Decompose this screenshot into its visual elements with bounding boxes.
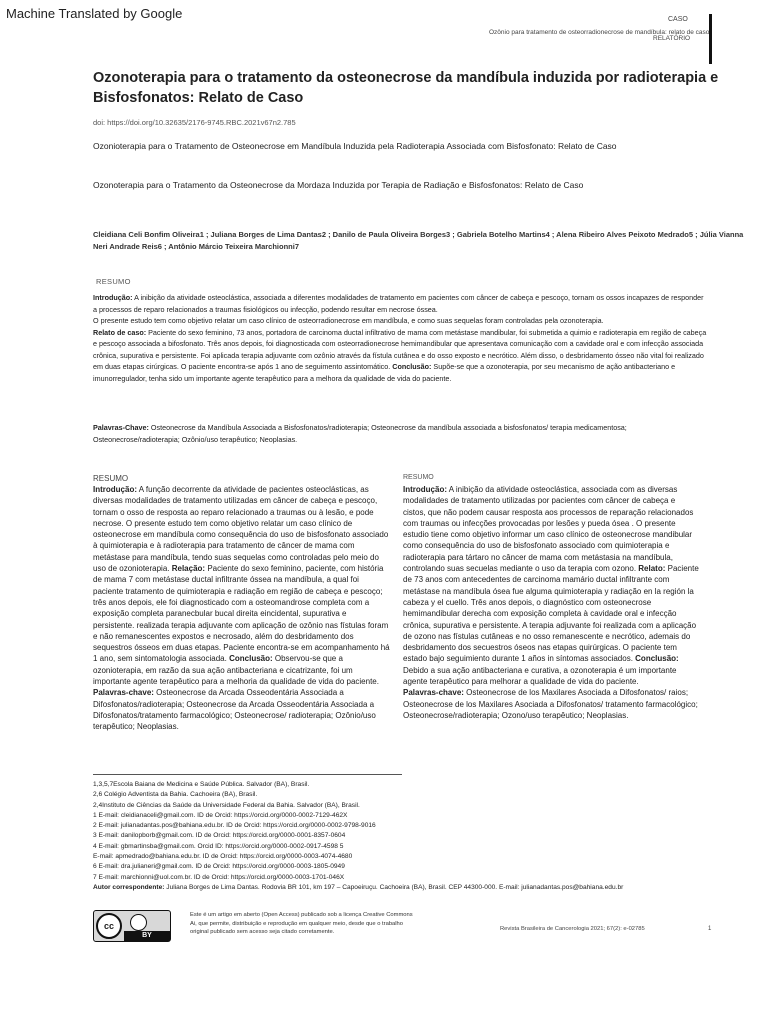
- footnote: 1,3,5,7Escola Baiana de Medicina e Saúde Pública. Salvador (BA), Brasil.: [93, 781, 310, 788]
- alternate-title-2: Ozonoterapia para o Tratamento da Osteonecrose da Mordaza Induzida por Terapia de Radiação e Bisfosfonatos: Relato de Caso: [93, 180, 584, 190]
- right-keywords-label: Palavras-chave:: [403, 688, 464, 698]
- footnote: 7 E-mail: marchionni@uol.com.br. ID de Orcid: https://orcid.org/0000-0003-1701-046X: [93, 873, 345, 881]
- left-case-label: Relação:: [171, 564, 206, 574]
- right-keywords: Osteonecrose de los Maxilares Asociada a Difosfonatos/ raios; Osteonecrose de los Maxilares Asociada a Difosfonatos/ tratamento farmacológico; Osteonecrose/radioterapia; Ozono/uso terapêutico; Neoplasias.: [403, 688, 698, 720]
- abstract-objective: O presente estudo tem como objetivo relatar um caso clínico de osteorradionecrose em mandíbula, e como suas sequelas foram controladas pela ozonoterapia.: [93, 316, 604, 325]
- left-keywords-label: Palavras-chave:: [93, 688, 154, 698]
- footnote: 3 E-mail: danilopborb@gmail.com. ID de Orcid: https://orcid.org/0000-0001-8357-0604: [93, 832, 346, 840]
- running-title: Ozônio para tratamento de osteorradionecrose de mandíbula: relato de caso: [489, 29, 710, 36]
- cc-icon: cc: [96, 913, 122, 939]
- cc-by-label: BY: [124, 931, 170, 941]
- footnote: 1 E-mail: cleidianaceli@gmail.com. ID de Orcid: https://orcid.org/0000-0002-7129-462X: [93, 811, 348, 819]
- left-column-abstract: [93, 484, 390, 733]
- header-report-label: RELATÓRIO: [653, 35, 691, 42]
- right-intro: A inibição da atividade osteoclástica, associada com as diversas modalidades de tratamento utilizadas por pacientes com câncer de cabeça e cistos, que não podem causar resposta aos processos de reparação relacionados com traumas ou infecções provocadas por lesões y pueda ósea . O presente estudio tiene como objetivo informar um caso clínico de osteonecrose mandibular como consequência do uso de bisfosfonato associado com quimioterapia e radioterapia para tártaro no câncer de mama com metástasia na mandíbula, controlando suas secuelas mediante o uso da terapia com ozono.: [403, 485, 694, 574]
- left-intro-label: Introdução:: [93, 485, 137, 494]
- right-case: Paciente de 73 anos com antecedentes de carcinoma mamário ductal infiltrante com metástase na mandíbula ósea fue alguma quimioterapia y radiação en la región la cabeza y el cuello. Três anos depois, o diagnóstico com osteonecrose hemimandibular derecha com exposição completa à cavidade oral e infecção crônica, supurativa e persistente. A terapia adjuvante foi realizada com a aplicação de ozono nas fístulas cutâneas e no osso remanescente e necrótico, ademais do desbridamento dos secuestros óseos nas etapas quirúrgicas. O paciente tem estado bajo seguimiento durante 1 años in síntomas associados.: [403, 564, 699, 664]
- keywords: [93, 422, 708, 445]
- footnote: 2,6 Colégio Adventista da Bahia. Cachoeira (BA), Brasil.: [93, 791, 258, 799]
- footnote: 6 E-mail: dra.julianeri@gmail.com. ID de Orcid: https://orcid.org/0000-0003-1805-0949: [93, 863, 345, 871]
- abstract-intro-label: Introdução:: [93, 293, 133, 302]
- right-conclusion: Debido a sua ação antibacteriana e curativa, a ozonoterapia é um importante agente terapêutico para melhorar a qualidade de vida do paciente.: [403, 665, 677, 687]
- abstract-conclusion-label: Conclusão:: [392, 362, 432, 371]
- right-intro-label: Introdução:: [403, 485, 447, 494]
- alternate-title-1: Ozonioterapia para o Tratamento de Osteonecrose em Mandíbula Induzida pela Radioterapia Associada com Bisfosfonato: Relato de Caso: [93, 141, 617, 151]
- license-text: Este é um artigo em aberto (Open Access) publicado sob a licença Creative Commons Ai, que permite, distribuição e reprodução em qualquer meio, desde que o trabalho original publicado sem acesso seja citado corretamente.: [190, 912, 413, 935]
- right-case-label: Relato:: [638, 564, 666, 574]
- keywords-text: Osteonecrose da Mandíbula Associada a Bisfosfonatos/radioterapia; Osteonecrose da mandíbula associada a bisfosfonatos/ terapia medicamentosa; Osteonecrose/radioterapia; Ozônio/uso terapêutico; Neoplasias.: [93, 423, 627, 444]
- journal-citation: Revista Brasileira de Cancerologia 2021; 67(2): e-02785: [500, 926, 645, 932]
- abstract-conclusion: Supõe-se que a ozonoterapia, por seu mecanismo de ação antibacteriano e imunorregulador, tenha sido um importante agente terapêutico para a melhora da qualidade de vida do paciente.: [93, 362, 676, 383]
- abstract-label: RESUMO: [96, 277, 131, 286]
- corresponding-author: [93, 883, 713, 893]
- footnote: E-mail: apmedrado@bahiana.edu.br. ID de Orcid: https://orcid.org/0000-0003-4074-4680: [93, 853, 353, 861]
- footnote: 4 E-mail: gbmartinsba@gmail.com. Orcid ID: https://orcid.org/0000-0002-0917-4598 5: [93, 842, 344, 850]
- keywords-label: Palavras-Chave:: [93, 423, 149, 432]
- left-conclusion-label: Conclusão:: [229, 654, 273, 664]
- attribution-icon: [130, 914, 147, 931]
- header-case-label: CASO: [668, 16, 688, 23]
- header-vertical-bar: [709, 14, 712, 64]
- abstract-case: Paciente do sexo feminino, 73 anos, portadora de carcinoma ductal infiltrativo de mama com metástase mandibular, foi submetida a quimio e radioterapia em região de cabeça e pescoço associada a bifosfonato. Três anos depois, foi diagnosticada com osteorradionecrose hemimandibular que apresentava comunicação com a cavidade oral e com infecção associada crônica, supurativa e persistente. Foi aplicada terapia adjuvante com ozônio através da fístula cutânea e do osso exposto e necrótico. Além disso, o desbridamento ósseo não vital foi realizado em duas etapas cirúrgicas. O paciente encontra-se após 1 ano de seguimento assintomático.: [93, 327, 707, 371]
- footnote: 2 E-mail: julianadantas.pos@bahiana.edu.br. ID de Orcid: https://orcid.org/0000-0002-9798-9016: [93, 822, 376, 830]
- footnotes: [93, 780, 713, 893]
- creative-commons-badge: [93, 910, 171, 942]
- left-column-label: RESUMO: [93, 474, 129, 483]
- left-keywords: Osteonecrose da Arcada Osseodentária Associada a Difosfonatos/radioterapia; Osteonecrose da Arcada Osseodentária Associada a Difosfonatos/tratamento farmacológico; Osteonecrose/ radioterapia; Ozônio/uso terapêutico; Neoplasias.: [93, 688, 376, 732]
- corresponding-author-text: Juliana Borges de Lima Dantas. Rodovia BR 101, km 197 – Capoeiruçu. Cachoeira (BA), Brasil. CEP 44300-000. E-mail: julianadantas.pos@bahiana.edu.br: [164, 883, 624, 891]
- right-column-label: RESUMO: [403, 474, 434, 481]
- author-list: Cleidiana Celi Bonfim Oliveira1 ; Juliana Borges de Lima Dantas2 ; Danilo de Paula Oliveira Borges3 ; Gabriela Botelho Martins4 ; Alena Ribeiro Alves Peixoto Medrado5 ; Júlia Vianna Neri Andrade Reis6 ; Antônio Márcio Teixeira Marchionni7: [93, 230, 744, 251]
- abstract-case-label: Relato de caso:: [93, 327, 147, 337]
- footnote-divider: [93, 774, 402, 775]
- page-number: 1: [708, 926, 712, 932]
- footnote: 2,4Instituto de Ciências da Saúde da Universidade Federal da Bahia. Salvador (BA), Brasil.: [93, 801, 360, 809]
- left-conclusion: Observou-se que a ozonioterapia, em razão da sua ação antibacteriana e cicatrizante, foi um importante agente terapêutico para a melhoria da qualidade de vida do paciente.: [93, 654, 379, 687]
- right-conclusion-label: Conclusão:: [635, 654, 679, 664]
- left-intro: A função decorrente da atividade de pacientes osteoclásticas, as diversas modalidades de tratamento utilizadas em câncer de cabeça e pescoço, tornam o osso de resposta ao reparo relacionado a traumas ou à lesão, e pode necrose. O presente estudo tem como objetivo relatar um caso clínico de osteonecrose em mandíbula como consequência do uso de bisfosfonato associado à quimioterapia e à radioterapia para tratamento de câncer de mama com metástase para mandíbula, tendo suas sequelas como controladas pelo meio do uso de ozonioterapia.: [93, 485, 389, 574]
- left-case: Paciente do sexo feminino, paciente, com história de mama 7 com metástase ductal infiltrante óssea na mandíbula, a qual foi paciente tratamento de quimioterapia e radiação em região de cabeça e pescoço; três anos depois, ele foi diagnosticado com a osteomandrose completa com a exposição completa paranecbular bucal direita eincidental, supurativa e persistente. realizada terapia adjuvante com aplicação de ozônio nas fístulas foram e não remanescentes expostos e necrosado, além do desbridamento dos sequestros ósseos em duas etapas. Paciente encontra-se em acompanhamento há 1 ano, sem sintomatologia associada.: [93, 564, 390, 664]
- abstract-intro: A inibição da atividade osteoclástica, associada a diferentes modalidades de tratamento em pacientes com câncer de cabeça e pescoço, tornam os ossos incapazes de responder a processos de reparo relacionados a traumas fisiológicos ou infecção, podendo resultar em necrose óssea.: [93, 293, 704, 314]
- machine-translation-banner: Machine Translated by Google: [6, 6, 183, 21]
- doi-link[interactable]: doi: https://doi.org/10.32635/2176-9745.RBC.2021v67n2.785: [93, 118, 296, 127]
- article-title: Ozonoterapia para o tratamento da osteonecrose da mandíbula induzida por radioterapia e Bisfosfonatos: Relato de Caso: [93, 70, 719, 106]
- abstract: [93, 292, 708, 384]
- corresponding-author-label: Autor correspondente:: [93, 883, 165, 891]
- right-column-abstract: [403, 484, 700, 721]
